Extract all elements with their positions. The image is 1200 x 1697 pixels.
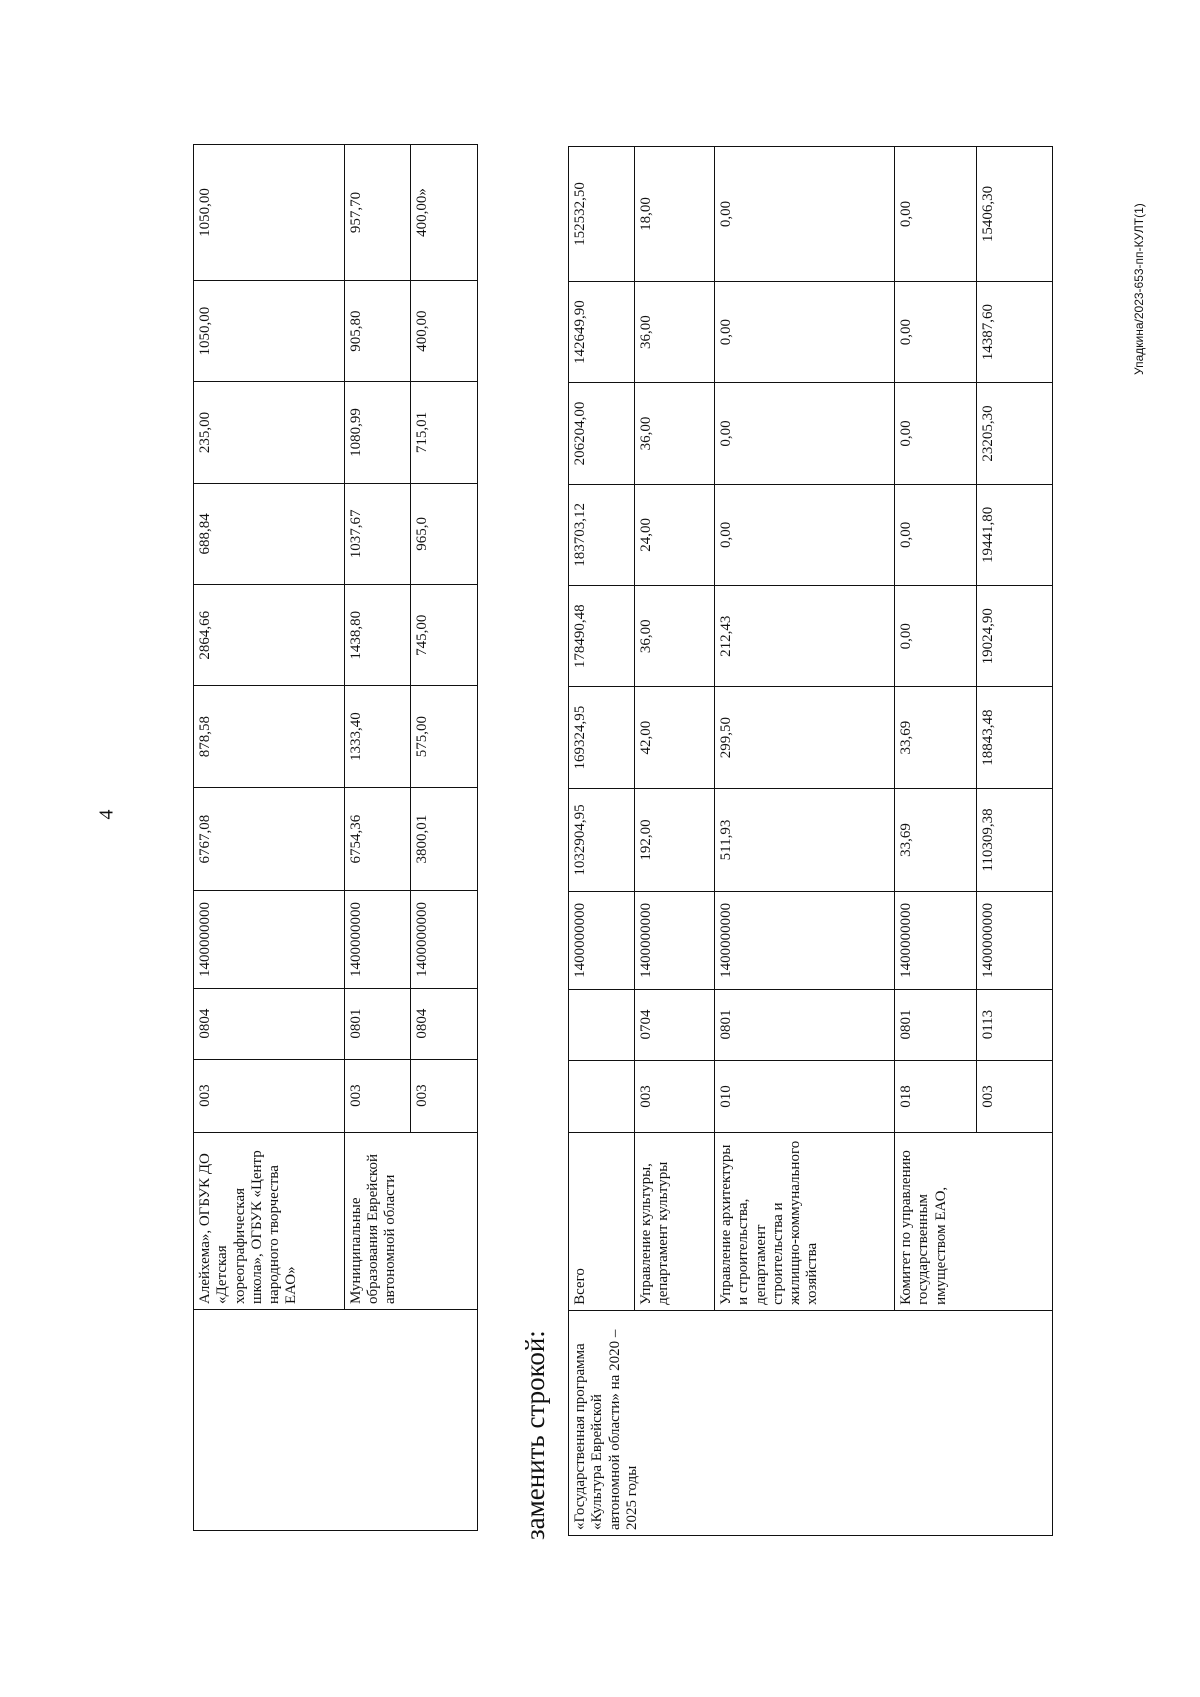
value-cell: 905,80 <box>344 280 411 381</box>
value-cell: 575,00 <box>411 686 478 787</box>
value-cell: 688,84 <box>194 483 345 584</box>
value-cell: 178490,48 <box>569 586 635 687</box>
value-cell: 299,50 <box>715 687 895 788</box>
replace-caption: заменить строкой: <box>520 1330 550 1540</box>
value-cell: 511,93 <box>715 788 895 891</box>
value-cell: 0,00 <box>895 281 977 382</box>
value-cell: 6767,08 <box>194 787 345 890</box>
value-cell: 24,00 <box>635 484 715 585</box>
rzpr-cell: 0801 <box>344 988 411 1059</box>
value-cell: 36,00 <box>635 281 715 382</box>
rzpr-cell: 0804 <box>411 988 478 1059</box>
value-cell: 235,00 <box>194 382 345 483</box>
value-cell: 192,00 <box>635 788 715 891</box>
value-cell: 957,70 <box>344 145 411 281</box>
value-cell: 36,00 <box>635 383 715 484</box>
table-row <box>569 147 635 1536</box>
csr-cell: 1400000000 <box>635 892 715 989</box>
value-cell: 3800,01 <box>411 787 478 890</box>
value-cell: 1032904,95 <box>569 788 635 891</box>
bottom-funding-table <box>568 146 1053 1536</box>
value-cell: 18843,48 <box>977 687 1053 788</box>
value-cell: 1050,00 <box>194 280 345 381</box>
value-cell: 0,00 <box>895 383 977 484</box>
value-cell: 19024,90 <box>977 586 1053 687</box>
rzpr-cell <box>569 989 635 1060</box>
value-cell: 110309,38 <box>977 788 1053 891</box>
program-cell: «Государственная программа «Культура Еврейской автономной области» на 2020 – 2025 годы <box>569 1310 1053 1535</box>
executor-cell: Управление культуры, департамент культуры <box>635 1133 715 1310</box>
value-cell: 33,69 <box>895 788 977 891</box>
value-cell: 400,00 <box>411 280 478 381</box>
executor-cell: Муниципальные образования Еврейской автономной области <box>344 1132 477 1309</box>
value-cell: 1080,99 <box>344 382 411 483</box>
rzpr-cell: 0801 <box>895 989 977 1060</box>
executor-cell: Комитет по управлению государственным имуществом ЕАО, <box>895 1133 1053 1310</box>
value-cell: 23205,30 <box>977 383 1053 484</box>
value-cell: 400,00» <box>411 145 478 281</box>
grbs-cell: 003 <box>194 1059 345 1132</box>
grbs-cell: 010 <box>715 1060 895 1133</box>
rzpr-cell: 0804 <box>194 988 345 1059</box>
grbs-cell: 003 <box>344 1059 411 1132</box>
value-cell: 42,00 <box>635 687 715 788</box>
value-cell: 878,58 <box>194 686 345 787</box>
value-cell: 14387,60 <box>977 281 1053 382</box>
grbs-cell: 003 <box>977 1060 1053 1133</box>
executor-cell: Алейхема», ОГБУК ДО «Детская хореографическая школа», ОГБУК «Центр народного творчества ЕАО» <box>194 1132 345 1309</box>
grbs-cell <box>569 1060 635 1133</box>
value-cell: 1438,80 <box>344 585 411 686</box>
csr-cell: 1400000000 <box>715 892 895 989</box>
value-cell: 745,00 <box>411 585 478 686</box>
grbs-cell: 003 <box>411 1059 478 1132</box>
executor-cell: Всего <box>569 1133 635 1310</box>
csr-cell: 1400000000 <box>569 892 635 989</box>
value-cell: 142649,90 <box>569 281 635 382</box>
grbs-cell: 003 <box>635 1060 715 1133</box>
value-cell: 6754,36 <box>344 787 411 890</box>
program-cell <box>194 1309 478 1530</box>
value-cell: 0,00 <box>715 281 895 382</box>
top-funding-table <box>193 144 478 1531</box>
value-cell: 183703,12 <box>569 484 635 585</box>
value-cell: 0,00 <box>895 484 977 585</box>
rzpr-cell: 0113 <box>977 989 1053 1060</box>
value-cell: 152532,50 <box>569 147 635 282</box>
csr-cell: 1400000000 <box>194 891 345 988</box>
value-cell: 0,00 <box>895 586 977 687</box>
value-cell: 1037,67 <box>344 483 411 584</box>
value-cell: 0,00 <box>715 484 895 585</box>
value-cell: 19441,80 <box>977 484 1053 585</box>
grbs-cell: 018 <box>895 1060 977 1133</box>
page-number: 4 <box>95 809 118 820</box>
value-cell: 206204,00 <box>569 383 635 484</box>
value-cell: 0,00 <box>715 147 895 282</box>
value-cell: 169324,95 <box>569 687 635 788</box>
value-cell: 715,01 <box>411 382 478 483</box>
value-cell: 2864,66 <box>194 585 345 686</box>
value-cell: 965,0 <box>411 483 478 584</box>
value-cell: 36,00 <box>635 586 715 687</box>
value-cell: 1050,00 <box>194 145 345 281</box>
csr-cell: 1400000000 <box>411 891 478 988</box>
csr-cell: 1400000000 <box>344 891 411 988</box>
executor-cell: Управление архитектуры и строительства, департамент строительства и жилищно-коммунального хозяйства <box>715 1133 895 1310</box>
value-cell: 0,00 <box>895 147 977 282</box>
rzpr-cell: 0801 <box>715 989 895 1060</box>
value-cell: 18,00 <box>635 147 715 282</box>
rzpr-cell: 0704 <box>635 989 715 1060</box>
value-cell: 15406,30 <box>977 147 1053 282</box>
footer-document-code: Упадкина/2023-653-пп-КУЛТ(1) <box>1132 203 1146 375</box>
csr-cell: 1400000000 <box>977 892 1053 989</box>
value-cell: 212,43 <box>715 586 895 687</box>
value-cell: 0,00 <box>715 383 895 484</box>
value-cell: 1333,40 <box>344 686 411 787</box>
csr-cell: 1400000000 <box>895 892 977 989</box>
value-cell: 33,69 <box>895 687 977 788</box>
table-row <box>194 145 345 1531</box>
